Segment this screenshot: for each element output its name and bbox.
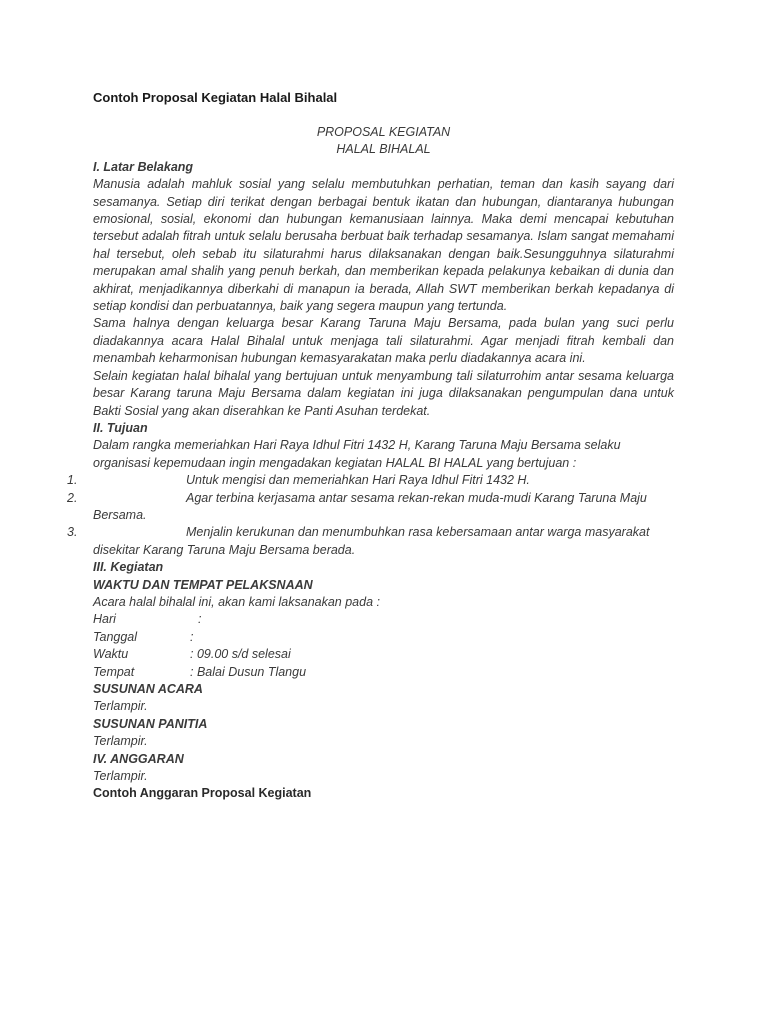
schedule-value: : [198, 612, 202, 627]
tujuan-intro-line-2: organisasi kepemudaan ingin mengadakan kegiatan HALAL BI HALAL yang bertujuan : [93, 455, 577, 470]
waktu-tempat-subtitle: WAKTU DAN TEMPAT PELAKSNAAN [93, 577, 313, 592]
list-number: 2. [67, 490, 78, 505]
section-anggaran-title: IV. ANGGARAN [93, 751, 184, 766]
latar-belakang-paragraph-3: Selain kegiatan halal bihalal yang bertujuan untuk menyambung tali silaturrohim antar sesama keluarga besar Karang taruna Maju Bersama dalam kegiatan ini juga dilaksanakan pengumpulan dana untuk Bakti Sosial yang akan diserahkan ke Panti Asuhan terdekat. [93, 368, 674, 418]
schedule-value: : [190, 629, 194, 644]
schedule-row-hari [93, 611, 674, 628]
anggaran-footer-title: Contoh Anggaran Proposal Kegiatan [93, 786, 312, 801]
schedule-value: : 09.00 s/d selesai [190, 647, 291, 662]
schedule-row-waktu [93, 646, 674, 663]
proposal-body [67, 124, 674, 803]
list-item-continuation: disekitar Karang Taruna Maju Bersama berada. [93, 542, 356, 557]
proposal-heading-1: PROPOSAL KEGIATAN [316, 125, 451, 139]
schedule-value: : Balai Dusun Tlangu [190, 664, 307, 679]
schedule-row-tanggal [93, 629, 674, 646]
tujuan-list-item [67, 472, 674, 489]
schedule-label: Hari [93, 612, 116, 627]
tujuan-list-item [67, 490, 674, 507]
proposal-heading-2: HALAL BIHALAL [336, 142, 431, 157]
list-item-text: Untuk mengisi dan memeriahkan Hari Raya Idhul Fitri 1432 H. [186, 473, 530, 488]
susunan-acara-value: Terlampir. [93, 699, 148, 714]
schedule-label: Tempat [93, 664, 135, 679]
latar-belakang-paragraph-2: Sama halnya dengan keluarga besar Karang Taruna Maju Bersama, pada bulan yang suci perlu diadakannya acara Halal Bihalal untuk menjaga tali silaturahmi. Agar menjadi fitrah kembali dan menambah keharmonisan hubungan kemasyarakatan maka perlu diadakannya acara ini. [93, 316, 674, 366]
susunan-panitia-title: SUSUNAN PANITIA [93, 716, 208, 731]
susunan-acara-title: SUSUNAN ACARA [93, 682, 203, 696]
anggaran-value: Terlampir. [93, 769, 148, 784]
schedule-label: Waktu [93, 647, 129, 662]
schedule-row-tempat [93, 664, 674, 681]
tujuan-list-item [67, 524, 674, 541]
susunan-panitia-value: Terlampir. [93, 734, 148, 749]
section-tujuan-title: II. Tujuan [93, 420, 148, 435]
list-number: 3. [67, 525, 78, 540]
page-title: Contoh Proposal Kegiatan Halal Bihalal [93, 90, 338, 105]
schedule-label: Tanggal [93, 629, 138, 644]
list-item-text: Menjalin kerukunan dan menumbuhkan rasa kebersamaan antar warga masyarakat [186, 525, 650, 540]
list-item-continuation: Bersama. [93, 507, 147, 522]
section-latar-belakang-title: I. Latar Belakang [93, 159, 194, 174]
list-number: 1. [67, 473, 78, 488]
section-kegiatan-title: III. Kegiatan [93, 560, 164, 575]
tujuan-intro-line-1: Dalam rangka memeriahkan Hari Raya Idhul Fitri 1432 H, Karang Taruna Maju Bersama selaku [93, 438, 621, 453]
kegiatan-intro: Acara halal bihalal ini, akan kami laksanakan pada : [93, 594, 380, 609]
latar-belakang-paragraph-1: Manusia adalah mahluk sosial yang selalu membutuhkan perhatian, teman dan kasih sayang dari sesamanya. Setiap diri terikat dengan berbagai bentuk ikatan dan hubungan, diantaranya hubungan emosional, sosial, ekonomi dan hubungan kemanusiaan lainnya. Maka demi mencapai kebutuhan tersebut adalah fitrah untuk selalu berusaha berbuat baik terhadap sesamanya. Islam sangat memahami hal tersebut, oleh sebab itu silaturahmi harus dilaksanakan dengan baik.Sesungguhnya silaturahmi merupakan amal shalih yang penuh berkah, dan memberikan kepada pelakunya kebaikan di dunia dan akhirat, menjadikannya diberkahi di manapun ia berada, Allah SWT memberikan berkah kepadanya di setiap kondisi dan perbuatannya, baik yang segera maupun yang tertunda. [93, 177, 674, 314]
list-item-text: Agar terbina kerjasama antar sesama rekan-rekan muda-mudi Karang Taruna Maju [186, 490, 647, 505]
